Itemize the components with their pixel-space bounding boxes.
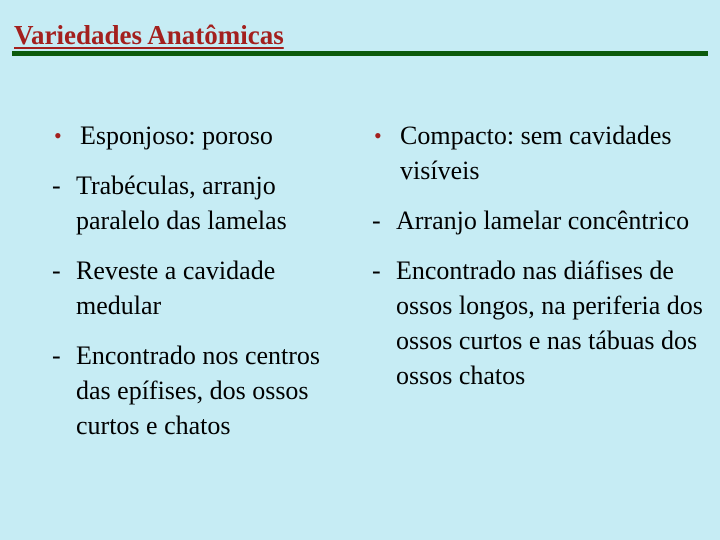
dash-marker: - [52, 171, 61, 200]
sub-item-text: Trabéculas, arranjo paralelo das lamelas [76, 171, 287, 235]
right-column [370, 118, 705, 408]
bullet-esponjoso [50, 118, 350, 153]
sub-item [370, 253, 705, 393]
sub-item-text: Reveste a cavidade medular [76, 256, 276, 320]
title-divider [12, 51, 708, 56]
left-column [50, 118, 350, 458]
sub-item [370, 203, 705, 238]
sub-item-text: Encontrado nos centros das epífises, dos ossos curtos e chatos [76, 341, 321, 440]
sub-item [50, 253, 350, 323]
sub-item-text: Encontrado nas diáfises de ossos longos, na periferia dos ossos curtos e nas tábuas dos ossos chatos [396, 256, 703, 390]
bullet-marker: • [54, 123, 62, 148]
term-compacto: Compacto [400, 121, 507, 150]
sub-item [50, 168, 350, 238]
dash-marker: - [372, 256, 381, 285]
bullet-marker: • [374, 123, 382, 148]
dash-marker: - [52, 341, 61, 370]
bullet-compacto [370, 118, 705, 188]
definition-esponjoso: : poroso [188, 121, 273, 150]
slide-title: Variedades Anatômicas [14, 20, 284, 50]
sub-item-text: Arranjo lamelar concêntrico [396, 206, 690, 235]
dash-marker: - [372, 206, 381, 235]
definition-compacto: : sem cavidades visíveis [400, 121, 672, 185]
sub-item [50, 338, 350, 443]
dash-marker: - [52, 256, 61, 285]
term-esponjoso: Esponjoso [80, 121, 189, 150]
